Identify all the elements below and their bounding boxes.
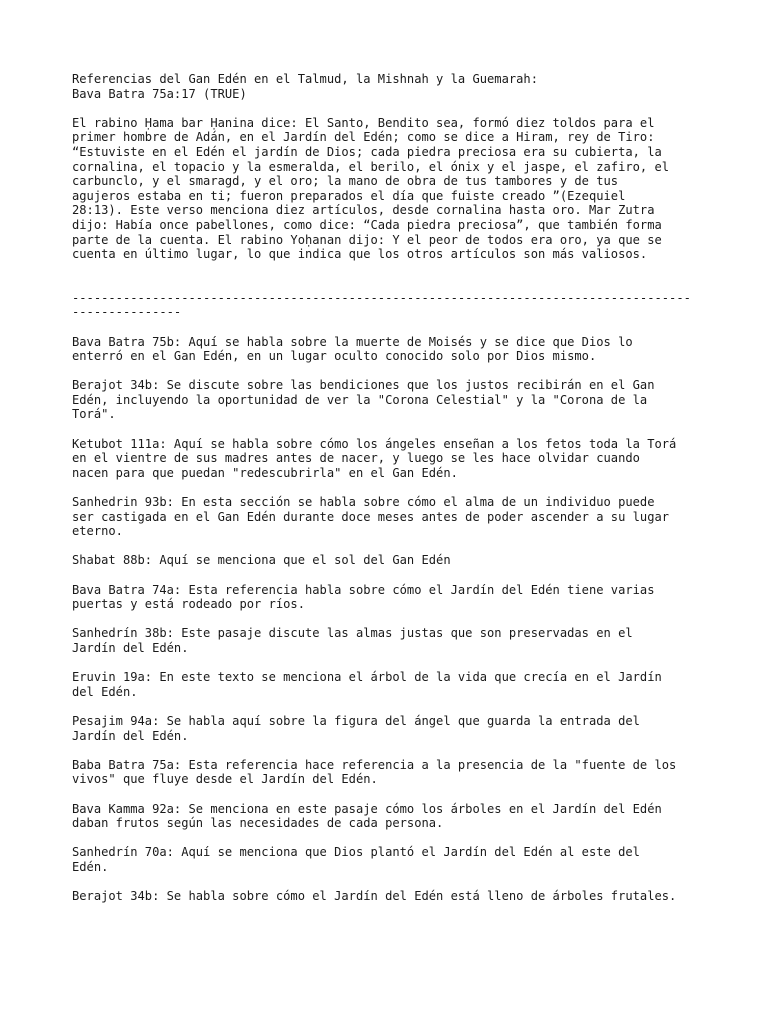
- reference-line: Berajot 34b: Se discute sobre las bendiciones que los justos recibirán en el Gan: [72, 378, 655, 393]
- reference-line: Bava Batra 74a: Esta referencia habla sobre cómo el Jardín del Edén tiene varias: [72, 582, 655, 597]
- intro-line: 28:13). Este verso menciona diez artículos, desde cornalina hasta oro. Mar Zutra: [72, 203, 655, 218]
- reference-line: Edén.: [72, 859, 109, 874]
- reference-line: Sanhedrín 38b: Este pasaje discute las almas justas que son preservadas en el: [72, 626, 633, 641]
- document-title: Referencias del Gan Edén en el Talmud, la Mishnah y la Guemarah:: [72, 72, 538, 86]
- document-page: [72, 72, 700, 904]
- document-subtitle: Bava Batra 75a:17 (TRUE): [72, 86, 247, 101]
- intro-line: agujeros estaba en ti; fueron preparados el día que fuiste creado ”(Ezequiel: [72, 188, 626, 203]
- spacer: [72, 101, 700, 116]
- reference-line: Bava Kamma 92a: Se menciona en este pasaje cómo los árboles en el Jardín del Edén: [72, 801, 662, 816]
- spacer: [72, 539, 700, 554]
- reference-line: en el vientre de sus madres antes de nacer, y luego se les hace olvidar cuando: [72, 451, 640, 466]
- reference-entry: [72, 670, 700, 699]
- reference-line: Jardín del Edén.: [72, 728, 189, 743]
- reference-line: Pesajim 94a: Se habla aquí sobre la figura del ángel que guarda la entrada del: [72, 713, 640, 728]
- intro-line: parte de la cuenta. El rabino Yoḥanan dijo: Y el peor de todos era oro, ya que se: [72, 232, 662, 247]
- spacer: [72, 568, 700, 583]
- reference-line: Edén, incluyendo la oportunidad de ver la "Corona Celestial" y la "Corona de la: [72, 392, 648, 407]
- spacer: [72, 787, 700, 802]
- spacer: [72, 422, 700, 437]
- reference-line: nacen para que puedan "redescubrirla" en el Gan Edén.: [72, 465, 458, 480]
- intro-line: cornalina, el topacio y la esmeralda, el berilo, el ónix y el jaspe, el zafiro, el: [72, 159, 670, 174]
- reference-line: enterró en el Gan Edén, en un lugar oculto conocido solo por Dios mismo.: [72, 349, 597, 364]
- intro-line: cuenta en último lugar, lo que indica que los otros artículos son más valiosos.: [72, 247, 648, 262]
- reference-entry: [72, 553, 700, 568]
- separator-line: ---------------: [72, 305, 182, 320]
- reference-entry: [72, 495, 700, 539]
- reference-line: del Edén.: [72, 684, 138, 699]
- reference-line: vivos" que fluye desde el Jardín del Edén.: [72, 772, 378, 787]
- spacer: [72, 874, 700, 889]
- reference-entry: [72, 437, 700, 481]
- reference-line: puertas y está rodeado por ríos.: [72, 597, 305, 612]
- intro-line: dijo: Había once pabellones, como dice: “Cada piedra preciosa”, que también forma: [72, 217, 662, 232]
- reference-entry: [72, 583, 700, 612]
- reference-line: Eruvin 19a: En este texto se menciona el árbol de la vida que crecía en el Jardín: [72, 670, 662, 685]
- reference-line: Shabat 88b: Aquí se menciona que el sol del Gan Edén: [72, 553, 451, 568]
- reference-line: Sanhedrin 93b: En esta sección se habla sobre cómo el alma de un individuo puede: [72, 495, 655, 510]
- reference-entry: [72, 714, 700, 743]
- reference-line: daban frutos según las necesidades de cada persona.: [72, 816, 444, 831]
- reference-entry: [72, 626, 700, 655]
- reference-line: eterno.: [72, 524, 123, 539]
- reference-entry: [72, 335, 700, 364]
- separator-line: -------------------------------------------------------------------------------------: [72, 290, 691, 305]
- reference-line: Bava Batra 75b: Aquí se habla sobre la muerte de Moisés y se dice que Dios lo: [72, 334, 633, 349]
- reference-entry: [72, 758, 700, 787]
- spacer: [72, 480, 700, 495]
- reference-line: Jardín del Edén.: [72, 640, 189, 655]
- reference-entry: [72, 378, 700, 422]
- reference-entry: [72, 802, 700, 831]
- spacer: [72, 364, 700, 379]
- spacer: [72, 262, 700, 291]
- spacer: [72, 831, 700, 846]
- spacer: [72, 320, 700, 335]
- reference-line: Ketubot 111a: Aquí se habla sobre cómo los ángeles enseñan a los fetos toda la Torá: [72, 436, 677, 451]
- reference-line: Sanhedrín 70a: Aquí se menciona que Dios plantó el Jardín del Edén al este del: [72, 845, 640, 860]
- intro-line: El rabino Ḥama bar Ḥanina dice: El Santo, Bendito sea, formó diez toldos para el: [72, 115, 655, 130]
- reference-line: ser castigada en el Gan Edén durante doce meses antes de poder ascender a su lugar: [72, 509, 670, 524]
- separator-rule: [72, 291, 700, 320]
- reference-entry: [72, 889, 700, 904]
- intro-line: carbunclo, y el smaragd, y el oro; la mano de obra de tus tambores y de tus: [72, 174, 619, 189]
- reference-line: Berajot 34b: Se habla sobre cómo el Jardín del Edén está lleno de árboles frutales.: [72, 889, 677, 904]
- spacer: [72, 656, 700, 671]
- spacer: [72, 699, 700, 714]
- intro-line: “Estuviste en el Edén el jardín de Dios; cada piedra preciosa era su cubierta, la: [72, 144, 662, 159]
- reference-line: Baba Batra 75a: Esta referencia hace referencia a la presencia de la "fuente de los: [72, 757, 677, 772]
- intro-paragraph: [72, 116, 700, 262]
- spacer: [72, 612, 700, 627]
- spacer: [72, 743, 700, 758]
- intro-line: primer hombre de Adán, en el Jardín del Edén; como se dice a Hiram, rey de Tiro:: [72, 130, 655, 145]
- reference-line: Torá".: [72, 407, 116, 422]
- reference-entry: [72, 845, 700, 874]
